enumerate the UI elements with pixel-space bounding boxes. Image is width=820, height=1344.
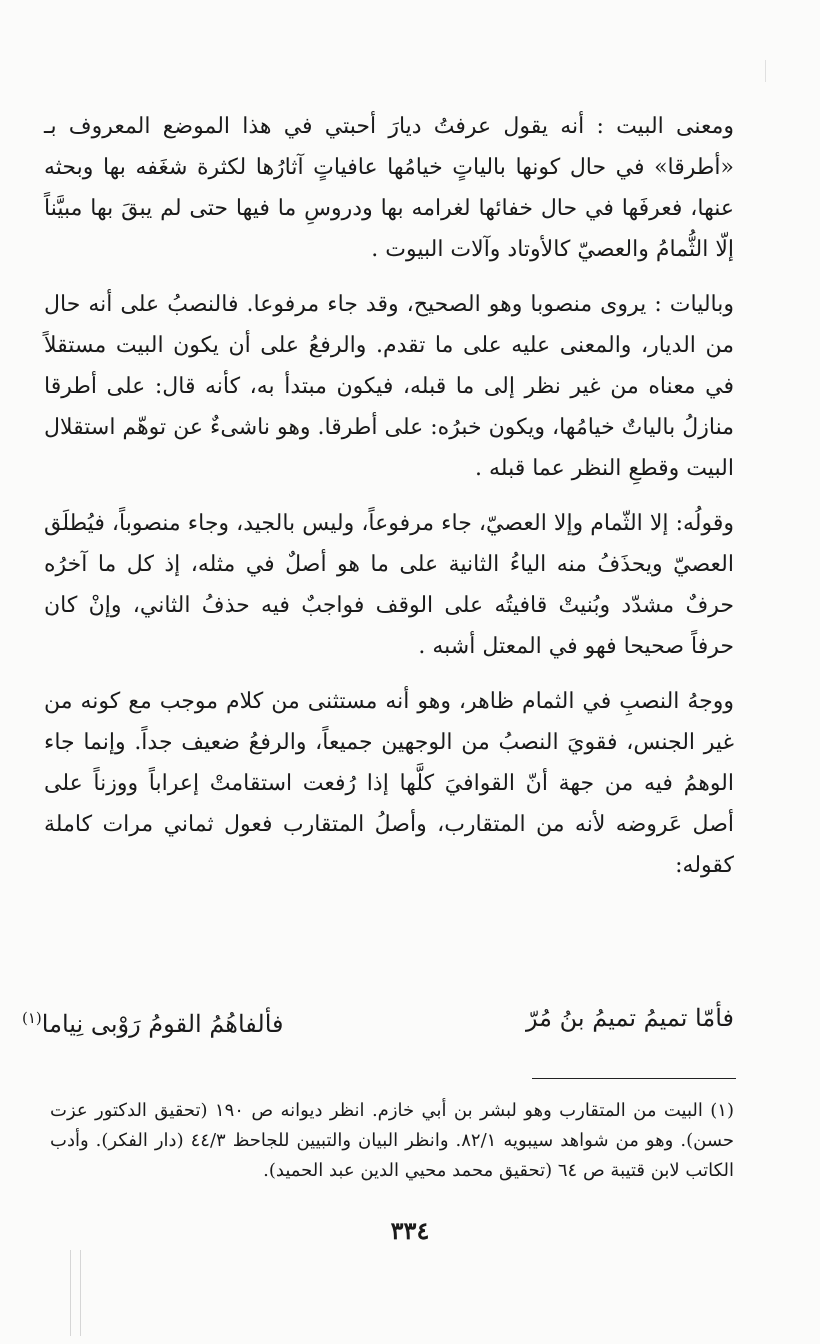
verse-first-hemistich: فأمّا تميمُ تميمُ بنُ مُرّ (525, 1004, 734, 1032)
verse-second-hemistich-text: فألفاهُمُ القومُ رَوْبى نِياما (41, 1010, 284, 1038)
page-number: ٣٣٤ (390, 1216, 430, 1245)
paragraph: ومعنى البيت : أنه يقول عرفتُ ديارَ أحبتي في هذا الموضع المعروف بـ «أطرقا» في حال كونها بالياتٍ خيامُها عافياتٍ آثارُها لكثرة شغَفه بها وبحثه عنها، فعرفَها في حال خفائها لغرامه بها ودروسِ ما فيها حتى لم يبقَ بها مبيَّناً إلّا الثُّمامُ والعصيّ كالأوتاد وآلات البيوت . (44, 114, 734, 262)
footnote-marker: (١) (22, 1009, 42, 1027)
paragraph: وقولُه: إلا الثّمام وإلا العصيّ، جاء مرفوعاً، وليس بالجيد، وجاء منصوباً، فيُطلَق العصيّ ويحذَفُ منه الياءُ الثانية على ما هو أصلٌ في مثله، إذ كل ما آخرُه حرفٌ مشدّد وبُنيتْ قافيتُه على الوقف فواجبٌ فيه حذفُ الثاني، وإنْ كان حرفاً صحيحا فهو في المعتل أشبه . (44, 511, 734, 659)
paragraph: ووجهُ النصبِ في الثمام ظاهر، وهو أنه مستثنى من كلام موجب مع كونه من غير الجنس، فقويَ النصبُ من الوجهين جميعاً، والرفعُ ضعيف جداً. وإنما جاء الوهمُ فيه من جهة أنّ القوافيَ كلَّها إذا رُفعت استقامتْ إعراباً ووزناً على أصل عَروضه لأنه من المتقارب، وأصلُ المتقارب فعول ثماني مرات كاملة كقوله: (44, 689, 734, 878)
footnote-separator (532, 1078, 736, 1079)
verse-second-hemistich (22, 998, 284, 1044)
poetry-verse (22, 998, 734, 1044)
scan-speck (765, 60, 766, 82)
footnote-item: (١) البيت من المتقارب وهو لبشر بن أبي خازم. انظر ديوانه ص ١٩٠ (تحقيق الدكتور عزت حسن). وهو من شواهد سيبويه ٨٢/١. وانظر البيان والتبيين للجاحظ ٤٤/٣ (دار الفكر). وأدب الكاتب لابن قتيبة ص ٦٤ (تحقيق محمد محيي الدين عبد الحميد). (50, 1100, 734, 1181)
scan-artifact-line (70, 1250, 71, 1336)
footnotes (50, 1096, 734, 1186)
paragraph: وباليات : يروى منصوبا وهو الصحيح، وقد جاء مرفوعا. فالنصبُ على أنه حال من الديار، والمعنى عليه على ما تقدم. والرفعُ على أن يكون البيت مستقلاً في معناه من غير نظر إلى ما قبله، فيكون مبتدأ به، كأنه قال: على أطرقا منازلُ بالياتٌ خيامُها، ويكون خبرُه: على أطرقا. وهو ناشىءٌ عن توهّم استقلال البيت وقطعِ النظر عما قبله . (44, 292, 734, 481)
scan-artifact-line (80, 1250, 81, 1336)
main-text (44, 106, 734, 900)
